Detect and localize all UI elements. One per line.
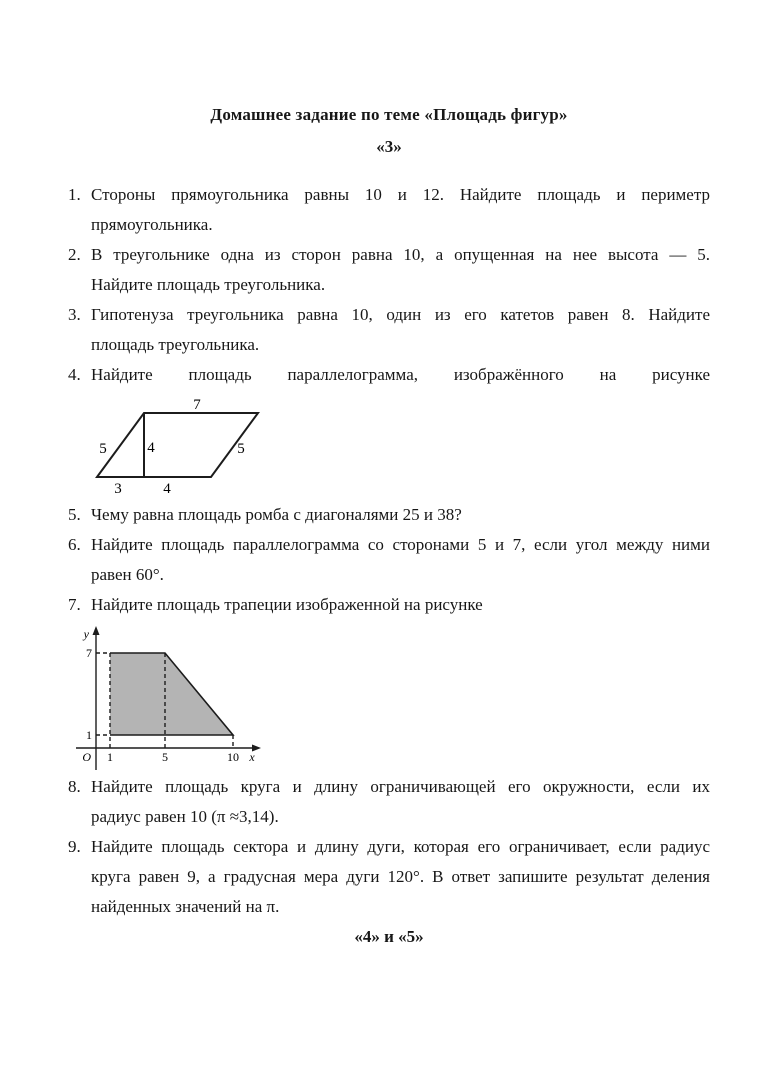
base-label-right: 4 — [163, 481, 171, 497]
problem-item-7 — [68, 590, 710, 620]
trapezoid-shape — [110, 653, 233, 735]
x-tick-10: 10 — [227, 750, 239, 764]
trapezoid-figure — [68, 624, 285, 772]
problem-item-8 — [68, 772, 710, 832]
item-text-line: радиус равен 10 (π ≈3,14). — [91, 807, 279, 826]
item-text-line: В треугольнике одна из сторон равна 10, а опущенная на нее высота — 5. — [91, 245, 710, 264]
item-text-line: Гипотенуза треугольника равна 10, один из его катетов равен 8. Найдите — [91, 305, 710, 324]
problem-item-6 — [68, 530, 710, 590]
problem-item-5 — [68, 500, 710, 530]
item-text-line: Стороны прямоугольника равны 10 и 12. Найдите площадь и периметр — [91, 185, 710, 204]
parallelogram-outline — [97, 413, 258, 477]
item-number: 7. — [68, 595, 81, 614]
problem-item-2 — [68, 240, 710, 300]
y-axis-arrow — [93, 626, 100, 635]
problem-item-1 — [68, 180, 710, 240]
item-text-line: Найдите площадь параллелограмма со сторонами 5 и 7, если угол между ними — [91, 535, 710, 554]
document-content — [68, 0, 710, 952]
item-text-line: Найдите площадь сектора и длину дуги, которая его ограничивает, если радиус — [91, 837, 710, 856]
document-title: Домашнее задание по теме «Площадь фигур» — [210, 105, 568, 124]
item-text-line: Найдите площадь треугольника. — [91, 275, 326, 294]
item-text-line: Найдите площадь параллелограмма, изображённого на рисунке — [91, 365, 710, 384]
item-number: 9. — [68, 837, 81, 856]
item-text-line: равен 60°. — [91, 565, 164, 584]
item-text-line: Чему равна площадь ромба с диагоналями 25 и 38? — [91, 505, 462, 524]
item-text-line: Найдите площадь круга и длину ограничивающей его окружности, если их — [91, 777, 710, 796]
item-number: 5. — [68, 505, 81, 524]
grade-3-heading: «3» — [376, 137, 402, 156]
parallelogram-figure — [85, 395, 275, 500]
y-axis-label: y — [83, 627, 89, 641]
origin-label: O — [82, 750, 91, 764]
problem-item-3 — [68, 300, 710, 360]
side-label-top: 7 — [193, 397, 201, 413]
problem-list — [68, 180, 710, 922]
problem-item-4 — [68, 360, 710, 390]
x-tick-5: 5 — [162, 750, 168, 764]
item-number: 4. — [68, 365, 81, 384]
item-number: 1. — [68, 185, 81, 204]
y-tick-7: 7 — [86, 646, 92, 660]
item-number: 2. — [68, 245, 81, 264]
y-tick-1: 1 — [86, 728, 92, 742]
item-number: 3. — [68, 305, 81, 324]
item-text-line: Найдите площадь трапеции изображенной на рисунке — [91, 595, 483, 614]
side-label-left: 5 — [99, 441, 107, 457]
height-label: 4 — [147, 440, 155, 456]
x-tick-1: 1 — [107, 750, 113, 764]
item-number: 8. — [68, 777, 81, 796]
grade-4-5-heading: «4» и «5» — [354, 927, 424, 946]
base-label-left: 3 — [114, 481, 122, 497]
item-text-line: найденных значений на π. — [91, 897, 280, 916]
item-text-line: площадь треугольника. — [91, 335, 260, 354]
x-axis-label: x — [249, 750, 255, 764]
item-number: 6. — [68, 535, 81, 554]
side-label-right: 5 — [237, 441, 245, 457]
item-text-line: прямоугольника. — [91, 215, 213, 234]
problem-item-9 — [68, 832, 710, 922]
item-text-line: круга равен 9, а градусная мера дуги 120°. В ответ запишите результат деления — [91, 867, 710, 886]
